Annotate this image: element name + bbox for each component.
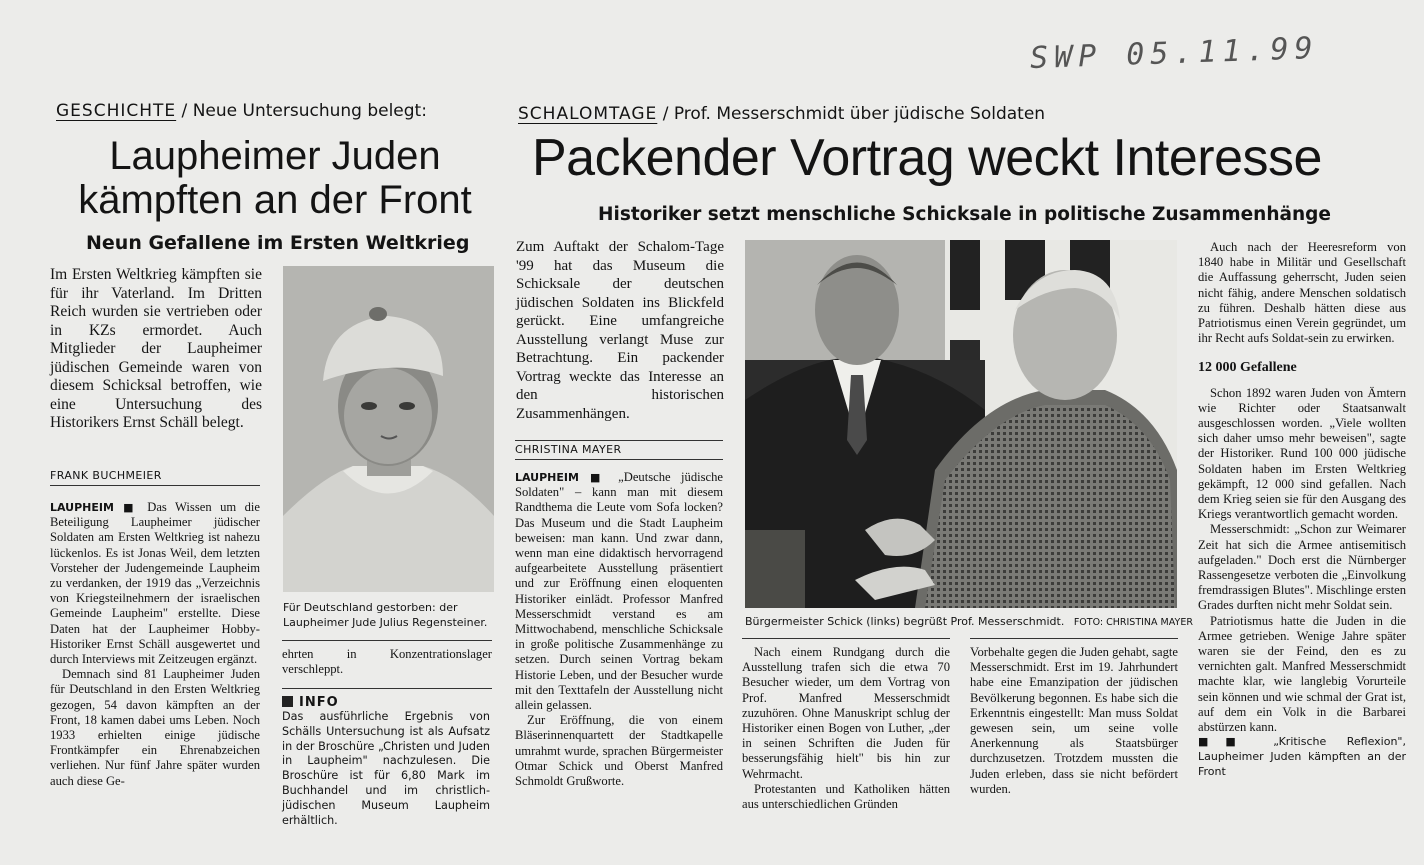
right-col4-subhead: 12 000 Gefallene — [1198, 360, 1297, 376]
right-col4-p2: Schon 1892 waren Juden von Ämtern wie Richter oder Staatsanwalt ausgeschlossen worden. „Viele wollten sich daher umso mehr beweisen", sagte der Historiker. Rund 100 000 jüdische Soldaten haben im Ersten Weltkrieg gekämpft, 12 000 sind gefallen. Nach dem Krieg seien sie für den Ausgang des Kriegs verantwortlich gemacht worden. — [1198, 385, 1406, 522]
right-col2-p1: Nach einem Rundgang durch die Ausstellung trafen sich die etwa 70 Besucher wieder, um dem Vortrag von Prof. Manfred Messerschmidt zuzuhören. Ohne Manuskript schlug der Historiker einen Bogen von Luther, „der in seinen Schriften die Juden für besserungsfähig hielt" bis hin zur Wehrmacht. — [742, 645, 950, 781]
left-lead: Im Ersten Weltkrieg kämpften sie für ihr Vaterland. Im Dritten Reich wurden sie vertrieben oder in KZs ermordet. Auch Mitglieder der Laupheimer jüdischen Gemeinde waren von diesem Schicksal betroffen, wie eine Untersuchung des Historikers Ernst Schäll belegt. — [50, 266, 262, 431]
right-col1-p1: „Deutsche jüdische Soldaten" – kann man mit diesem Randthema die Leute vom Sofa locken? Das Museum und die Stadt Laupheim beweisen: man kann. Und zwar dann, wenn man eine didaktisch hervorragend aufgearbeitete Ausstellung präsentiert und zur Eröffnung einen eloquenten Historiker einlädt. Professor Manfred Messerschmidt verstand es am Mittwochabend, menschliche Schicksale in große politische Zusammenhänge zu setzen. Durch seinen Vortrag bekam Historie Leben, und der Besucher wurde mit den Texttafeln der Ausstellung nicht allein gelassen. — [515, 470, 723, 713]
right-kicker — [518, 104, 1045, 124]
right-col4-p4: Patriotismus hatte die Juden in die Armee getrieben. Wenige Jahre später waren sie der Feind, den es zu vernichten galt. Manfred Messerschmidt machte klar, wie langlebig Vorurteile sein können und wie schmal der Grat ist, auf dem ein Volk in die Barbarei abstürzen kann. — [1198, 613, 1406, 735]
left-dateline: LAUPHEIM ■ — [50, 501, 139, 514]
info-square-icon — [282, 696, 293, 707]
left-subhead: Neun Gefallene im Ersten Weltkrieg — [86, 232, 470, 254]
right-col1-p2: Zur Eröffnung, die von einem Bläserinnenquartett der Stadtkapelle umrahmt wurde, sprachen Bürgermeister Otmar Schick und Oberst Manfred Schmoldt Grußworte. — [515, 713, 723, 789]
right-col2-p2: Protestanten und Katholiken hätten aus unterschiedlichen Gründen — [742, 781, 950, 812]
right-headline: Packender Vortrag weckt Interesse — [532, 129, 1322, 187]
right-col4 — [1198, 240, 1406, 780]
right-col4-p1: Auch nach der Heeresreform von 1840 habe in Militär und Gesellschaft die Auffassung geherrscht, Juden seien nicht fähig, andere Menschen soldatisch zu führen. Deshalb hätten diese aus Patriotismus einen Verein gegründet, um ihr Recht aufs Soldat-sein zu erwirken. — [1198, 240, 1406, 346]
right-col1 — [515, 470, 723, 789]
left-body-continued: ehrten in Konzentrationslager verschleppt. — [282, 640, 492, 677]
regensteiner-photo-caption: Für Deutschland gestorben: der Laupheimer Jude Julius Regensteiner. — [283, 601, 488, 629]
right-kicker-rubric: SCHALOMTAGE — [518, 104, 658, 124]
right-author: CHRISTINA MAYER — [515, 440, 723, 460]
left-author: FRANK BUCHMEIER — [50, 469, 260, 486]
schick-messerschmidt-graphic — [745, 240, 1177, 608]
schick-messerschmidt-photo — [745, 240, 1177, 608]
regensteiner-portrait-graphic — [283, 266, 494, 592]
left-body-p2: Demnach sind 81 Laupheimer Juden für Deutschland in den Ersten Weltkrieg gezogen, 54 davon kämpften an der Front, 18 kamen dabei ums Leben. Noch 1933 erhielten einige jüdische Frontkämpfer ein Ehrenabzeichen verliehen. Nur fünf Jahre später wurden auch diese Ge- — [50, 667, 260, 788]
right-col3-p1: Vorbehalte gegen die Juden gehabt, sagte Messerschmidt. Erst im 19. Jahrhundert habe eine Emanzipation der jüdischen Bevölkerung begonnen. Es habe sich die Erkenntnis eingestellt: Man muss Soldat gewesen sein, um seine volle Anerkennung als Staatsbürger durchzusetzen. Trotzdem mussten die Juden erleben, dass sie nicht befördert wurden. — [970, 645, 1178, 796]
right-photo-caption: Bürgermeister Schick (links) begrüßt Prof. Messerschmidt. — [745, 615, 1065, 628]
left-headline-line1: Laupheimer Juden — [109, 134, 441, 178]
right-subhead: Historiker setzt menschliche Schicksale in politische Zusammenhänge — [598, 204, 1331, 225]
left-headline — [40, 134, 510, 222]
right-col4-p3: Messerschmidt: „Schon zur Weimarer Zeit hat sich die Armee antisemitisch aufgeladen." Doch erst die Nürnberger Rassengesetze verboten die „Einvolkung fremdrassigen Blutes". Mischlinge ersten Grades durften nicht mehr Soldat sein. — [1198, 522, 1406, 613]
right-photo-credit: FOTO: CHRISTINA MAYER — [1073, 617, 1193, 628]
info-box-text: Das ausführliche Ergebnis von Schälls Untersuchung ist als Aufsatz in der Broschüre „Christen und Juden in Laupheim" nachzulesen. Die Broschüre ist für 6,80 Mark im Buchhandel und im christlich-jüdischen Museum Laupheim erhältlich. — [282, 710, 490, 827]
regensteiner-photo — [283, 266, 494, 592]
right-col2 — [742, 638, 950, 812]
right-col4-reference: ■■ „Kritische Reflexion", Laupheimer Juden kämpften an der Front — [1198, 735, 1406, 778]
handwritten-date-stamp: SWP 05.11.99 — [1029, 30, 1320, 77]
right-lead: Zum Auftakt der Schalom-Tage '99 hat das Museum die Schicksale der deutschen jüdischen Soldaten ins Blickfeld gerückt. Eine umfangreiche Ausstellung verlangt Muse zur Betrachtung. Ein packender Vortrag weckte das Interesse an den historischen Zusammenhängen. — [516, 239, 724, 422]
info-box-header — [282, 688, 492, 710]
right-dateline: LAUPHEIM ■ — [515, 471, 608, 484]
right-col3 — [970, 638, 1178, 797]
left-kicker-rest: / Neue Untersuchung belegt: — [176, 101, 427, 121]
left-headline-line2: kämpften an der Front — [78, 178, 472, 222]
left-kicker — [56, 101, 427, 121]
left-body-p1: Das Wissen um die Beteiligung Laupheimer jüdischer Soldaten am Ersten Weltkrieg ist nahezu lückenlos. Es ist Jonas Weil, dem letzten Vorsteher der Judengemeinde Laupheim zu verdanken, der 1919 das „Verzeichnis von Kriegsteilnehmern der israelischen Gemeinde Laupheim" erstellte. Diese Daten hat der Laupheimer Hobby-Historiker Ernst Schäll ausgewertet und durch Interviews mit Zeitzeugen ergänzt. — [50, 500, 260, 667]
right-photo-caption-row — [745, 614, 1193, 630]
left-kicker-rubric: GESCHICHTE — [56, 101, 177, 121]
info-label: INFO — [299, 695, 339, 710]
left-body — [50, 500, 260, 789]
right-kicker-rest: / Prof. Messerschmidt über jüdische Soldaten — [657, 104, 1046, 124]
